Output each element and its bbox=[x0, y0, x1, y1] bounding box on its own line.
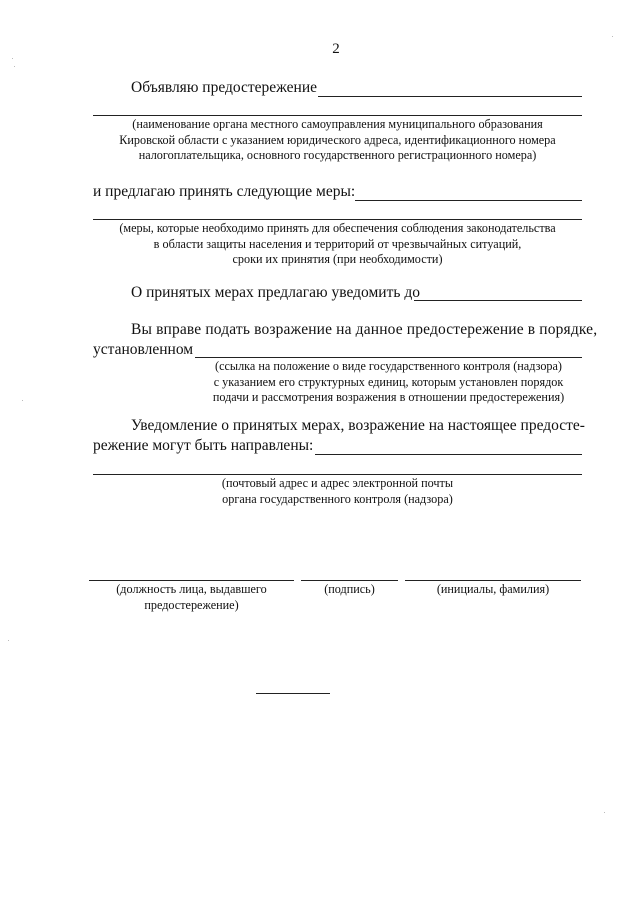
page-number: 2 bbox=[332, 41, 340, 57]
note-line: (наименование органа местного самоуправления муниципального образования bbox=[132, 117, 543, 131]
objection-note bbox=[195, 359, 582, 406]
objection-text-line-2: установленном bbox=[93, 341, 194, 358]
note-line: с указанием его структурных единиц, которым установлен порядок bbox=[213, 374, 564, 389]
address-field-line bbox=[315, 454, 582, 455]
warning-issuer-field-line bbox=[318, 96, 582, 97]
position-caption bbox=[89, 582, 294, 613]
scan-speck bbox=[14, 66, 15, 67]
address-text-line-2: режение могут быть направлены: bbox=[93, 437, 314, 454]
warning-issuer-note bbox=[93, 117, 582, 164]
scan-speck bbox=[604, 812, 605, 813]
address-field-line-2 bbox=[93, 474, 582, 475]
measures-field-line-2 bbox=[93, 219, 582, 220]
note-line: (ссылка на положение о виде государственного контроля (надзора) bbox=[215, 359, 562, 373]
warning-issuer-field-line-2 bbox=[93, 115, 582, 116]
address-note bbox=[93, 476, 582, 507]
signature-caption: (подпись) bbox=[324, 582, 375, 596]
signature-field-line bbox=[301, 580, 398, 581]
name-caption: (инициалы, фамилия) bbox=[436, 582, 550, 596]
note-line: сроки их принятия (при необходимости) bbox=[232, 252, 443, 267]
address-text-line-1: Уведомление о принятых мерах, возражение на настоящее предосте- bbox=[131, 417, 585, 434]
notify-date-field-line bbox=[414, 300, 582, 301]
objection-text-line-1: Вы вправе подать возражение на данное предостережение в порядке, bbox=[131, 321, 598, 338]
measures-label: и предлагаю принять следующие меры: bbox=[93, 183, 356, 200]
scan-speck bbox=[8, 640, 9, 641]
measures-note bbox=[93, 221, 582, 268]
note-line: органа государственного контроля (надзора) bbox=[222, 491, 453, 506]
note-line: Кировской области с указанием юридического адреса, идентификационного номера bbox=[119, 132, 556, 147]
position-field-line bbox=[89, 580, 294, 581]
note-line: подачи и рассмотрения возражения в отношении предостережения) bbox=[212, 390, 565, 405]
note-line: (должность лица, выдавшего bbox=[116, 582, 267, 596]
note-line: (меры, которые необходимо принять для обеспечения соблюдения законодательства bbox=[119, 221, 556, 235]
end-separator-line bbox=[256, 693, 330, 694]
notify-label: О принятых мерах предлагаю уведомить до bbox=[131, 284, 420, 301]
note-line: (почтовый адрес и адрес электронной почты bbox=[221, 476, 454, 490]
scan-speck bbox=[612, 36, 613, 37]
note-line: предостережение) bbox=[144, 597, 239, 612]
note-line: налогоплательщика, основного государственного регистрационного номера) bbox=[138, 148, 537, 163]
scan-speck bbox=[22, 400, 23, 401]
measures-field-line bbox=[355, 200, 582, 201]
objection-procedure-field-line bbox=[195, 357, 582, 358]
scan-speck bbox=[12, 58, 13, 59]
name-field-line bbox=[405, 580, 581, 581]
warning-label: Объявляю предостережение bbox=[131, 79, 318, 96]
note-line: в области защиты населения и территорий от чрезвычайных ситуаций, bbox=[153, 236, 522, 251]
